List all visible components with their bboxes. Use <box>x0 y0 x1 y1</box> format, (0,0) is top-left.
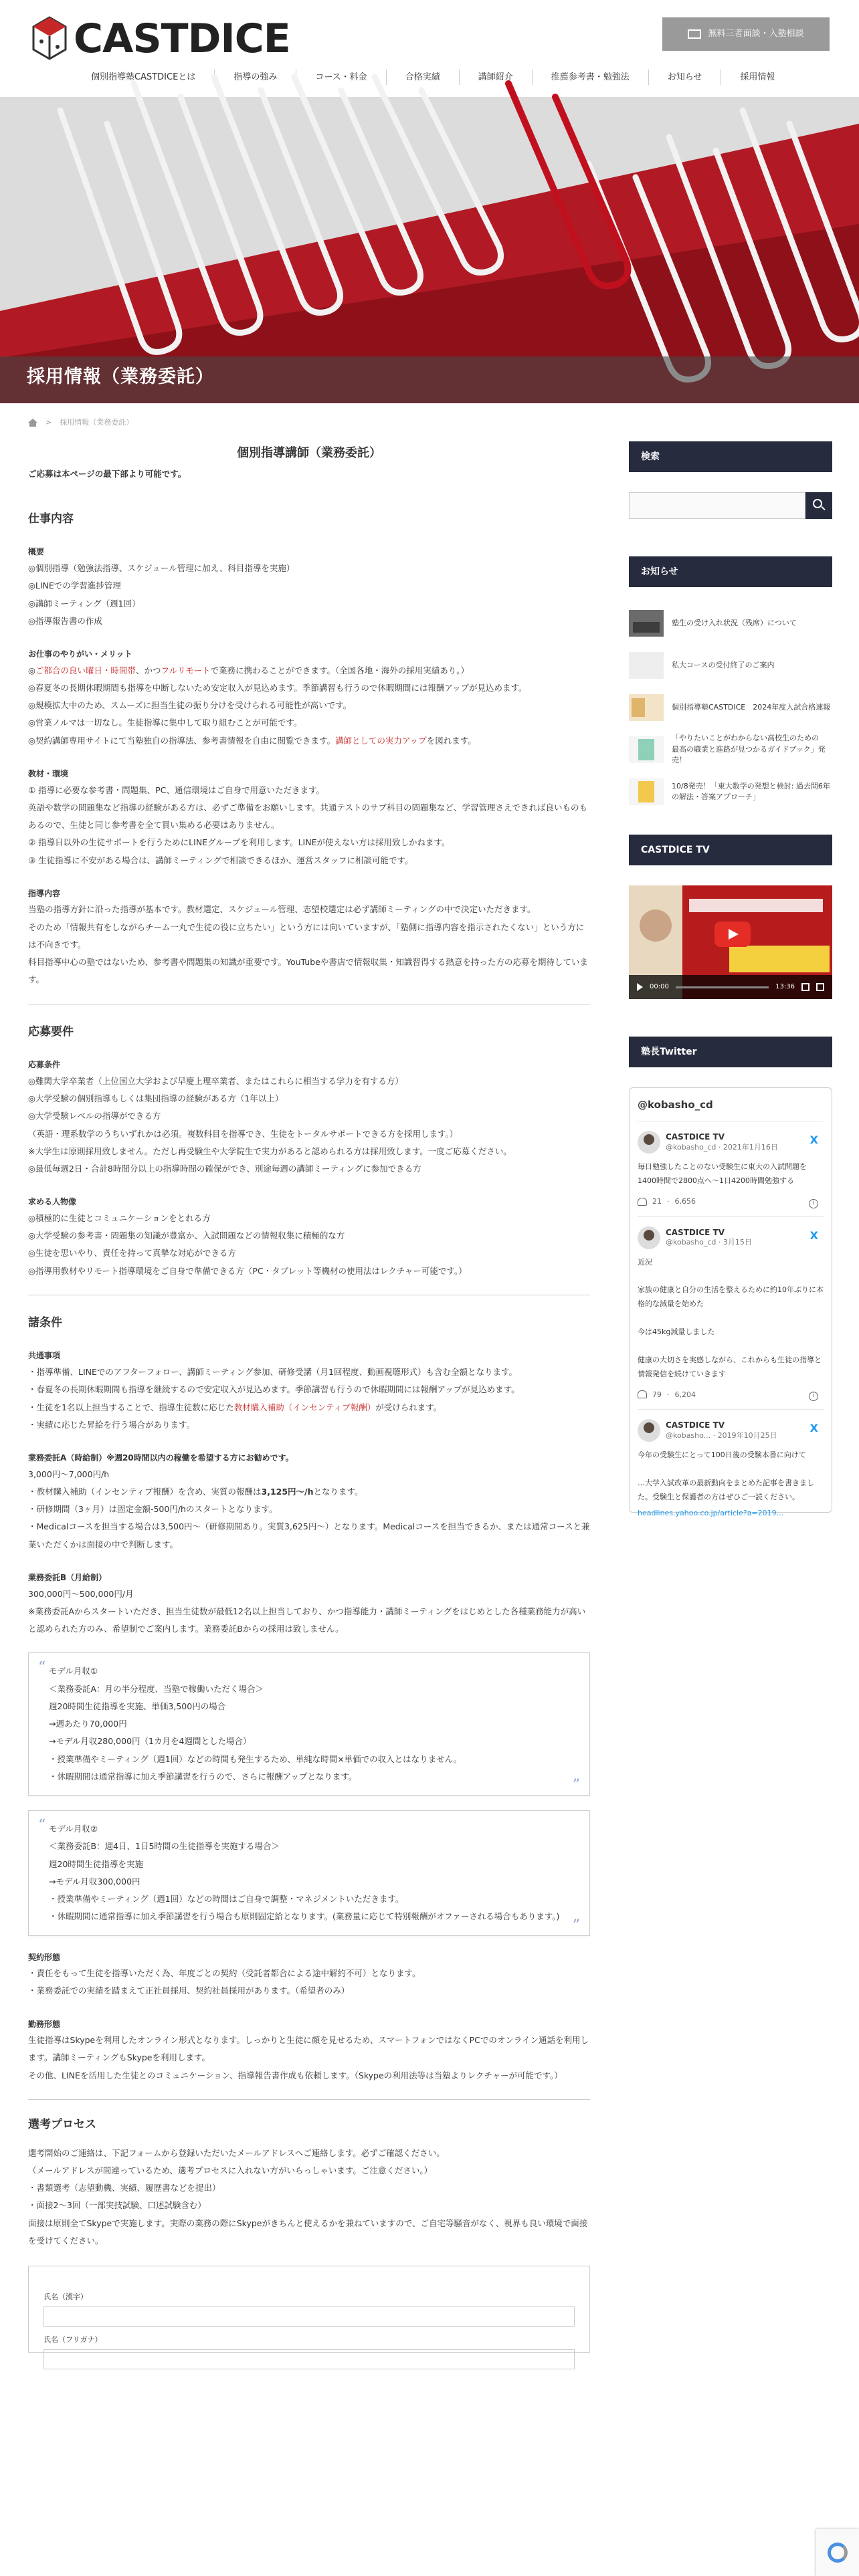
news-item[interactable]: 塾生の受け入れ状況（残席）について <box>629 607 832 639</box>
site-header <box>0 0 859 97</box>
cond-item: ◎難関大学卒業者（上位国立大学および早慶上理卒業者、またはこれらに相当する学力を有する方） <box>28 1075 403 1086</box>
model-line: 週20時間生徒指導を実施 <box>49 1858 143 1869</box>
plan-b-item: ※業務委託Aからスタートいただき、担当生徒数が最低12名以上担当しており、かつ指導能力・講師ミーティングをはじめとした各種業務能力が高いと認められた方のみ、希望制でご案内します。業務委託Bからの採用は致しません。 <box>28 1606 586 1634</box>
plan-b-rate: 300,000円〜500,000円/月 <box>28 1588 134 1599</box>
twitter-timeline-title[interactable]: @kobasho_cd <box>638 1096 824 1121</box>
tweet-author: CASTDICE TV <box>666 1420 725 1430</box>
merit-heading: お仕事のやりがい・メリット <box>28 649 132 659</box>
recaptcha-icon <box>828 2543 848 2563</box>
model-line: ・休暇期間に通常指導に加え季節講習を行う場合も原則固定給となります。(業務量に応じて特別報酬がオファーされる場合もあります。) <box>49 1911 560 1922</box>
common-item: ・指導準備、LINEでのアフターフォロー、講師ミーティング参加、研修受講（月1回程度、動画視聴形式）も含む全額となります。 <box>28 1367 517 1378</box>
detail-item: 当塾の指導方針に沿った指導が基本です。教材選定、スケジュール管理、志望校選定は必ず講師ミーティングの中で決定いただきます。 <box>28 904 536 915</box>
x-logo-icon: X <box>809 1422 818 1435</box>
nav-recruit[interactable]: 採用情報 <box>721 70 793 85</box>
avatar <box>638 1419 660 1442</box>
tweet-body: 今年の受験生にとって100日後の受験本番に向けて …大学入試改革の最新動向をまとめた記事を書きました。受験生と保護者の方はぜひご一読ください。 <box>638 1451 814 1502</box>
model-line: ・授業準備やミーティング（週1回）などの時間も発生するため、単純な時間×単価での収入とはなりません。 <box>49 1753 462 1764</box>
news-thumbnail <box>629 610 664 637</box>
quote-close-icon: ” <box>572 1777 580 1794</box>
tweet[interactable]: CASTDICE TV @kobasho_cd · 2021年1月16日 X 毎日勉強したことのない受験生に東大の入試問題を1400時間で2800点へ〜1日4200時間勉強する 21 · 6,656 i <box>638 1121 824 1217</box>
common-item: ・生徒を1名以上担当することで、指導生徒数に応じた教材購入補助（インセンティブ報酬）が受けられます。 <box>28 1402 442 1412</box>
volume-icon[interactable] <box>801 983 809 991</box>
search-button[interactable] <box>805 492 832 519</box>
cond-item: ◎大学受験の個別指導もしくは集団指導の経験がある方（1年以上） <box>28 1093 284 1104</box>
tweet-author: CASTDICE TV <box>666 1132 725 1142</box>
person-item: ◎生徒を思いやり、責任を持って真摯な対応ができる方 <box>28 1248 236 1259</box>
quote-open-icon: “ <box>38 1659 46 1677</box>
tweet[interactable] <box>638 1410 824 1529</box>
sidebar <box>629 441 832 1517</box>
tweet-handle: @kobasho_cd · 3月15日 <box>666 1238 752 1247</box>
overview-item: ◎指導報告書の作成 <box>28 615 102 626</box>
common-item: ・春夏冬の長期休暇期間も指導を継続するので安定収入が見込めます。季節講習も行うので休暇期間には報酬アップが見込めます。 <box>28 1384 520 1395</box>
process-line: 選考開始のご連絡は、下記フォームから登録いただいたメールアドレスへご連絡します。必ずご確認ください。 <box>28 2147 445 2158</box>
work-item: その他、LINEを活用した生徒とのコミュニケーション、指導報告書作成も依頼します。（Skypeの利用法等は当塾よりレクチャーが可能です。） <box>28 2070 563 2080</box>
video-total-time: 13:36 <box>775 983 795 990</box>
model-income-box-1 <box>28 1652 590 1796</box>
video-controls <box>629 975 832 999</box>
breadcrumb <box>28 416 133 429</box>
overview-item: ◎講師ミーティング（週1回） <box>28 598 140 609</box>
nav-about[interactable]: 個別指導塾CASTDICEとは <box>91 72 196 82</box>
search-input[interactable] <box>629 492 805 519</box>
news-item[interactable]: 個別指導塾CASTDICE 2024年度入試合格速報 <box>629 691 832 724</box>
main-content <box>28 443 590 2353</box>
plan-a-item: ・研修期間（3ヶ月）は固定金額-500円/hのスタートとなります。 <box>28 1504 278 1515</box>
news-thumbnail <box>629 652 664 679</box>
tv-widget-heading: CASTDICE TV <box>629 835 832 865</box>
model-line: →モデル月収280,000円（1カ月を4週間とした場合） <box>49 1736 252 1747</box>
overview-item: ◎LINEでの学習進捗管理 <box>28 580 121 591</box>
twitter-widget-heading: 塾長Twitter <box>629 1037 832 1067</box>
person-item: ◎大学受験の参考書・問題集の知識が豊富か、入試問題などの情報収集に積極的な方 <box>28 1230 345 1241</box>
nav-news[interactable]: お知らせ <box>648 70 721 85</box>
consultation-button[interactable] <box>662 17 830 51</box>
application-form <box>28 2266 590 2353</box>
tweet-author: CASTDICE TV <box>666 1227 725 1237</box>
news-thumbnail <box>629 736 664 763</box>
plan-a-rate: 3,000円〜7,000円/h <box>28 1469 110 1479</box>
name-label: 氏名（漢字） <box>43 2292 88 2302</box>
contract-heading: 契約形態 <box>28 1952 61 1962</box>
merit-item: ◎規模拡大中のため、スムーズに担当生徒の振り分けを受けられる可能性が高いです。 <box>28 700 352 711</box>
twitter-timeline <box>629 1087 832 1517</box>
consultation-label: 無料三者面談・入塾相談 <box>708 29 804 39</box>
process-line: （メールアドレスが間違っているため、選考プロセスに入れない方がいらっしゃいます。ご注意ください。） <box>28 2165 433 2175</box>
section-process-heading: 選考プロセス <box>28 2117 96 2131</box>
page-title: 採用情報（業務委託） <box>27 366 214 388</box>
person-heading: 求める人物像 <box>28 1197 77 1207</box>
contract-item: ・責任をもって生徒を指導いただく為、年度ごとの契約（受託者都合による途中解約不可）となります。 <box>28 1968 421 1979</box>
news-item[interactable]: 私大コースの受付終了のご案内 <box>629 649 832 681</box>
section-job-heading: 仕事内容 <box>28 512 74 526</box>
detail-item: 科目指導中心の塾ではないため、参考書や問題集の知識が重要です。YouTubeや書店で情報収集・知識習得する熱意を持った方の応募を期待しています。 <box>28 957 588 985</box>
material-item: ② 指導日以外の生徒サポートを行うためにLINEグループを利用します。LINEが使えない方は採用致しかねます。 <box>28 837 450 848</box>
model-line: モデル月収① <box>49 1666 98 1677</box>
apply-note: ご応募は本ページの最下部より可能です。 <box>28 469 187 479</box>
material-item: ③ 生徒指導に不安がある場合は、講師ミーティングで相談できるほか、運営スタッフに相談可能です。 <box>28 855 413 865</box>
model-line: ・休暇期間は通常指導に加え季節講習を行うので、さらに報酬アップとなります。 <box>49 1771 357 1782</box>
person-item: ◎積極的に生徒とコミュニケーションをとれる方 <box>28 1212 211 1223</box>
plan-b-heading: 業務委託B（月給制） <box>28 1572 107 1582</box>
mail-icon <box>688 29 701 39</box>
merit-item: ◎ご都合の良い曜日・時間帯、かつフルリモートで業務に携わることができます。（全国各地・海外の採用実績あり。） <box>28 665 469 675</box>
breadcrumb-separator-icon: > <box>45 418 52 427</box>
video-progress-bar[interactable] <box>676 986 769 988</box>
control-play-icon[interactable] <box>637 983 643 991</box>
work-item: 生徒指導はSkypeを利用したオンライン形式となります。しっかりと生徒に顔を見せるため、スマートフォンではなくPCでのオンライン通話を利用します。講師ミーティングもSkypeを利用します。 <box>28 2035 589 2063</box>
heart-icon[interactable] <box>638 1198 647 1206</box>
kana-input[interactable] <box>43 2349 575 2369</box>
tweet[interactable]: CASTDICE TV @kobasho_cd · 3月15日 X 近況 家族の健康と自分の生活を整えるために約10年ぶりに本格的な減量を始めた 今は45kg減量しました 健康の大切さを実感しながら、これからも生徒の指導と情報発信を続けていきます 79 · 6,204 i <box>638 1217 824 1410</box>
news-thumbnail <box>629 778 664 805</box>
kana-label: 氏名（フリガナ） <box>43 2335 102 2344</box>
news-item[interactable]: 10/8発売！「東大数学の発想と検討: 過去問6年の解法・答案アプローチ」 <box>629 776 832 808</box>
news-thumbnail <box>629 694 664 721</box>
search-widget-heading: 検索 <box>629 441 832 472</box>
tweet-handle: @kobasho... · 2019年10月25日 <box>666 1431 777 1440</box>
detail-item: そのため「情報共有をしながらチーム一丸で生徒の役に立ちたい」という方には向いていますが、「塾側に指導内容を指示されたくない」という方には不向きです。 <box>28 922 585 950</box>
cond-item: ◎大学受験レベルの指導ができる方 <box>28 1111 161 1121</box>
material-item: ① 指導に必要な参考書・問題集、PC、通信環境はご自身で用意いただきます。 <box>28 784 324 795</box>
overview-item: ◎個別指導（勉強法指導、スケジュール管理に加え、科目指導を実施） <box>28 563 295 574</box>
model-line: ・授業準備やミーティング（週1回）などの時間はご自身で調整・マネジメントいただきます。 <box>49 1894 404 1905</box>
x-logo-icon: X <box>809 1134 818 1146</box>
info-icon[interactable]: i <box>809 1199 818 1208</box>
play-icon[interactable] <box>714 922 751 947</box>
news-item[interactable]: 「やりたいことがわからない高校生のための 最高の職業と進路が見つかるガイドブック」発売！ <box>629 734 832 766</box>
cond-heading: 応募条件 <box>28 1060 61 1070</box>
avatar <box>638 1226 660 1249</box>
plan-a-item: ・教材購入補助（インセンティブ報酬）を含め、実質の報酬は3,125円〜/hとなります。 <box>28 1486 363 1497</box>
model-line: モデル月収② <box>49 1824 98 1834</box>
avatar <box>638 1131 660 1154</box>
plan-a-item: ・Medicalコースを担当する場合は3,500円〜（研修期間あり。実質3,625円〜）となります。Medicalコースを担当できるか、または通常コースと兼業いただくかは面接の中で判断します。 <box>28 1521 590 1549</box>
logo-text: CASTDICE <box>74 15 290 62</box>
hero-banner <box>0 97 859 403</box>
tweet-handle: @kobasho_cd · 2021年1月16日 <box>666 1142 778 1152</box>
merit-item: ◎営業ノルマは一切なし。生徒指導に集中して取り組むことが可能です。 <box>28 718 302 728</box>
contract-item: ・業務委託での実績を踏まえて正社員採用、契約社員採用があります。（希望者のみ） <box>28 1985 350 1996</box>
nav-books[interactable]: 推薦参考書・勉強法 <box>532 70 648 85</box>
search-form <box>629 492 832 519</box>
divider <box>28 2099 590 2100</box>
news-widget-heading: お知らせ <box>629 556 832 587</box>
recaptcha-badge[interactable] <box>816 2529 859 2576</box>
model-line: 週20時間生徒指導を実施、単価3,500円の場合 <box>49 1701 226 1711</box>
cond-item: （英語・理系数学のうちいずれかは必須。複数科目を指導でき、生徒をトータルサポートできる方を採用します。） <box>28 1128 458 1139</box>
tweet-body: 近況 家族の健康と自分の生活を整えるために約10年ぶりに本格的な減量を始めた 今は45kg減量しました 健康の大切さを実感しながら、これからも生徒の指導と情報発信を続けていきます <box>638 1257 824 1378</box>
nav-courses[interactable]: コース・料金 <box>296 70 385 85</box>
overview-heading: 概要 <box>28 547 45 557</box>
plan-a-heading: 業務委託A（時給制）※週20時間以内の稼働を希望する方にお勧めです。 <box>28 1453 294 1463</box>
quote-open-icon: “ <box>38 1817 46 1834</box>
nav-strengths[interactable]: 指導の強み <box>214 70 296 85</box>
global-nav <box>72 70 846 85</box>
merit-item: ◎春夏冬の長期休暇期間も指導を中断しないため安定収入が見込めます。季節講習も行うので休暇期間には報酬アップが見込めます。 <box>28 682 527 693</box>
person-item: ◎指導用教材やリモート指導環境をご自身で準備できる方（PC・タブレット等機材の使用法はレクチャー可能です。） <box>28 1265 467 1276</box>
breadcrumb-current: 採用情報（業務委託） <box>60 418 134 427</box>
material-item: 英語や数学の問題集など指導の経験がある方は、必ずご準備をお願いします。共通テストのサブ科目の問題集など、学習管理さえできれば良いものもあるので、生徒と同じ参考書を全て買い集める必要はありません。 <box>28 802 588 831</box>
youtube-video-player[interactable] <box>629 885 832 999</box>
fullscreen-icon[interactable] <box>816 983 824 991</box>
site-logo[interactable] <box>32 15 290 63</box>
merit-item: ◎契約講師専用サイトにて当塾独自の指導法、参考書情報を自由に閲覧できます。講師としての実力アップを図れます。 <box>28 735 476 746</box>
model-line: ＜業務委託B：週4日、1日5時間の生徒指導を実施する場合＞ <box>49 1841 280 1852</box>
model-line: →週あたり70,000円 <box>49 1719 127 1729</box>
model-line: →モデル月収300,000円 <box>49 1876 140 1887</box>
section-requirements-heading: 応募要件 <box>28 1025 74 1039</box>
model-income-box-2 <box>28 1810 590 1936</box>
home-icon[interactable] <box>28 419 37 427</box>
nav-results[interactable]: 合格実績 <box>386 70 459 85</box>
common-item: ・実績に応じた昇給を行う場合があります。 <box>28 1419 195 1430</box>
nav-teachers[interactable]: 講師紹介 <box>459 70 532 85</box>
section-conditions-heading: 諸条件 <box>28 1315 62 1329</box>
info-icon[interactable]: i <box>809 1392 818 1401</box>
process-line: 面接は原則全てSkypeで実施します。実際の業務の際にSkypeがきちんと使えるかを兼ねていますので、ご自宅等騒音がなく、視界も良い環境で面接を受けてください。 <box>28 2218 588 2246</box>
cond-item: ◎最低毎週2日・合計8時間分以上の指導時間の確保ができ、別途毎週の講師ミーティングに参加できる方 <box>28 1164 421 1174</box>
detail-heading: 指導内容 <box>28 888 61 898</box>
x-logo-icon: X <box>809 1228 818 1242</box>
video-current-time: 00:00 <box>650 983 669 990</box>
common-heading: 共通事項 <box>28 1351 61 1361</box>
work-heading: 勤務形態 <box>28 2019 61 2029</box>
heart-icon[interactable] <box>638 1390 647 1398</box>
quote-close-icon: ” <box>572 1917 580 1934</box>
dice-logo-icon <box>32 15 67 63</box>
process-line: ・面接2〜3回（一部実技試験、口述試験含む） <box>28 2200 206 2211</box>
name-input[interactable] <box>43 2306 575 2327</box>
process-line: ・書類選考（志望動機、実績、履歴書などを提出） <box>28 2183 221 2193</box>
cond-item: ※大学生は原則採用致しません。ただし再受験生や大学院生で実力があると認められる方は採用致します。一度ご応募ください。 <box>28 1146 512 1156</box>
tweet-body: 毎日勉強したことのない受験生に東大の入試問題を1400時間で2800点へ〜1日4200時間勉強する <box>638 1162 807 1185</box>
model-line: ＜業務委託A：月の半分程度、当塾で稼働いただく場合＞ <box>49 1683 264 1694</box>
material-heading: 教材・環境 <box>28 768 69 778</box>
post-title: 個別指導講師（業務委託） <box>237 446 381 460</box>
tweet-link[interactable]: headlines.yahoo.co.jp/article?a=2019... <box>638 1508 784 1517</box>
